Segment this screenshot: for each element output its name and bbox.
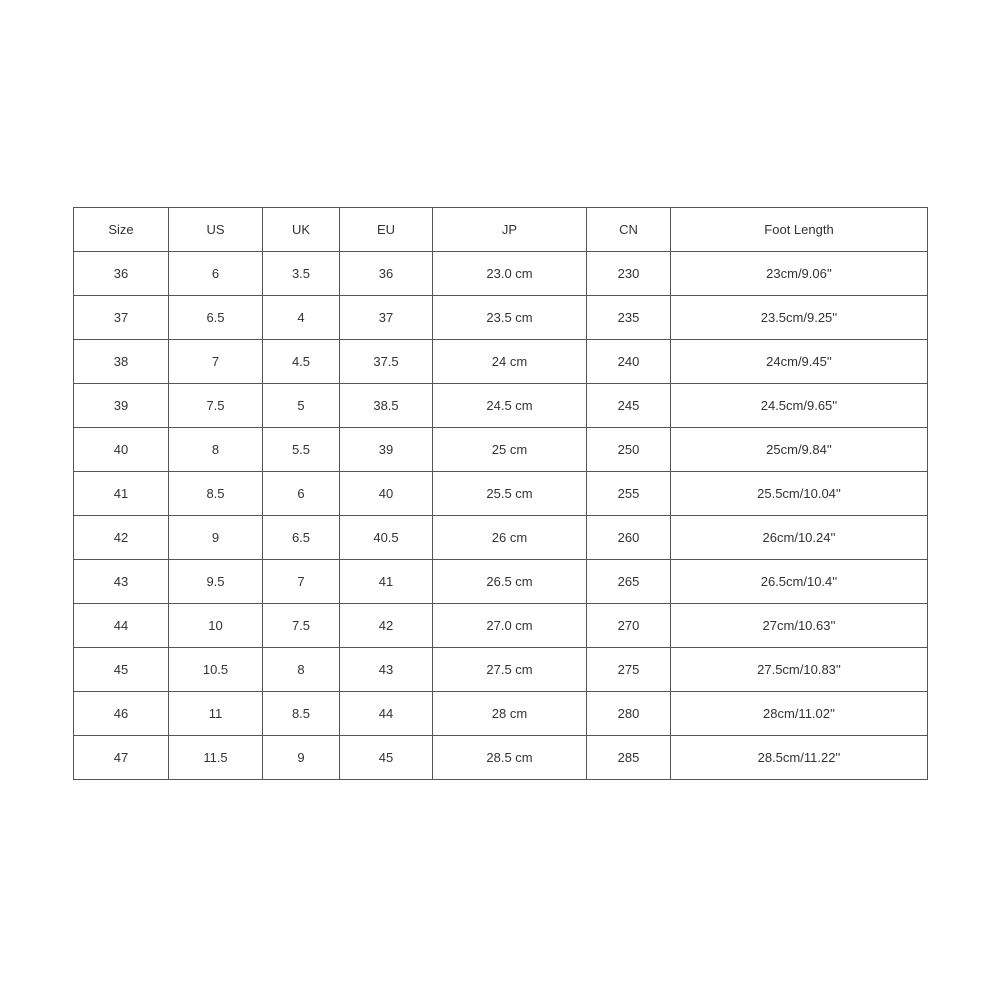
cell-uk: 4.5 — [263, 340, 340, 384]
table-row — [74, 472, 928, 516]
cell-jp: 25 cm — [433, 428, 587, 472]
cell-foot-length: 27cm/10.63'' — [671, 604, 928, 648]
cell-jp: 27.5 cm — [433, 648, 587, 692]
cell-foot-length: 25.5cm/10.04'' — [671, 472, 928, 516]
cell-size: 36 — [74, 252, 169, 296]
cell-jp: 25.5 cm — [433, 472, 587, 516]
cell-size: 40 — [74, 428, 169, 472]
cell-cn: 245 — [587, 384, 671, 428]
table-row — [74, 428, 928, 472]
cell-eu: 37 — [340, 296, 433, 340]
cell-size: 47 — [74, 736, 169, 780]
header-jp: JP — [433, 208, 587, 252]
cell-cn: 235 — [587, 296, 671, 340]
cell-cn: 240 — [587, 340, 671, 384]
header-size: Size — [74, 208, 169, 252]
cell-size: 38 — [74, 340, 169, 384]
cell-eu: 45 — [340, 736, 433, 780]
cell-size: 41 — [74, 472, 169, 516]
cell-jp: 26 cm — [433, 516, 587, 560]
cell-eu: 38.5 — [340, 384, 433, 428]
cell-foot-length: 23cm/9.06'' — [671, 252, 928, 296]
cell-jp: 23.0 cm — [433, 252, 587, 296]
cell-foot-length: 26.5cm/10.4'' — [671, 560, 928, 604]
cell-jp: 24 cm — [433, 340, 587, 384]
cell-uk: 6 — [263, 472, 340, 516]
cell-uk: 8.5 — [263, 692, 340, 736]
header-eu: EU — [340, 208, 433, 252]
cell-uk: 4 — [263, 296, 340, 340]
cell-uk: 7.5 — [263, 604, 340, 648]
cell-uk: 9 — [263, 736, 340, 780]
table-row — [74, 340, 928, 384]
cell-eu: 41 — [340, 560, 433, 604]
cell-us: 10 — [169, 604, 263, 648]
cell-size: 42 — [74, 516, 169, 560]
cell-foot-length: 28.5cm/11.22'' — [671, 736, 928, 780]
header-cn: CN — [587, 208, 671, 252]
table-row — [74, 516, 928, 560]
cell-foot-length: 28cm/11.02'' — [671, 692, 928, 736]
cell-eu: 37.5 — [340, 340, 433, 384]
cell-us: 11.5 — [169, 736, 263, 780]
cell-foot-length: 24.5cm/9.65'' — [671, 384, 928, 428]
cell-size: 39 — [74, 384, 169, 428]
cell-us: 8 — [169, 428, 263, 472]
cell-jp: 24.5 cm — [433, 384, 587, 428]
cell-foot-length: 25cm/9.84'' — [671, 428, 928, 472]
table-row — [74, 736, 928, 780]
cell-size: 43 — [74, 560, 169, 604]
cell-eu: 36 — [340, 252, 433, 296]
cell-eu: 42 — [340, 604, 433, 648]
cell-cn: 285 — [587, 736, 671, 780]
cell-jp: 28 cm — [433, 692, 587, 736]
cell-us: 10.5 — [169, 648, 263, 692]
size-chart-table — [73, 207, 928, 780]
cell-us: 8.5 — [169, 472, 263, 516]
cell-jp: 28.5 cm — [433, 736, 587, 780]
table-row — [74, 604, 928, 648]
cell-uk: 3.5 — [263, 252, 340, 296]
cell-eu: 40.5 — [340, 516, 433, 560]
cell-jp: 27.0 cm — [433, 604, 587, 648]
cell-cn: 230 — [587, 252, 671, 296]
header-foot-length: Foot Length — [671, 208, 928, 252]
cell-uk: 5 — [263, 384, 340, 428]
header-uk: UK — [263, 208, 340, 252]
table-row — [74, 252, 928, 296]
cell-us: 6 — [169, 252, 263, 296]
table-row — [74, 560, 928, 604]
table-row — [74, 692, 928, 736]
cell-uk: 5.5 — [263, 428, 340, 472]
cell-cn: 275 — [587, 648, 671, 692]
cell-eu: 39 — [340, 428, 433, 472]
cell-uk: 6.5 — [263, 516, 340, 560]
cell-foot-length: 24cm/9.45'' — [671, 340, 928, 384]
cell-jp: 26.5 cm — [433, 560, 587, 604]
header-us: US — [169, 208, 263, 252]
cell-us: 7 — [169, 340, 263, 384]
cell-cn: 255 — [587, 472, 671, 516]
cell-us: 7.5 — [169, 384, 263, 428]
cell-eu: 44 — [340, 692, 433, 736]
table-row — [74, 648, 928, 692]
cell-uk: 8 — [263, 648, 340, 692]
cell-cn: 280 — [587, 692, 671, 736]
cell-size: 46 — [74, 692, 169, 736]
cell-uk: 7 — [263, 560, 340, 604]
cell-foot-length: 26cm/10.24'' — [671, 516, 928, 560]
table-header-row — [74, 208, 928, 252]
cell-cn: 250 — [587, 428, 671, 472]
cell-size: 37 — [74, 296, 169, 340]
cell-us: 6.5 — [169, 296, 263, 340]
cell-us: 9.5 — [169, 560, 263, 604]
cell-eu: 43 — [340, 648, 433, 692]
cell-size: 45 — [74, 648, 169, 692]
cell-cn: 265 — [587, 560, 671, 604]
cell-us: 9 — [169, 516, 263, 560]
cell-us: 11 — [169, 692, 263, 736]
cell-size: 44 — [74, 604, 169, 648]
cell-cn: 260 — [587, 516, 671, 560]
cell-eu: 40 — [340, 472, 433, 516]
table-row — [74, 296, 928, 340]
table-row — [74, 384, 928, 428]
cell-foot-length: 27.5cm/10.83'' — [671, 648, 928, 692]
cell-jp: 23.5 cm — [433, 296, 587, 340]
cell-foot-length: 23.5cm/9.25'' — [671, 296, 928, 340]
cell-cn: 270 — [587, 604, 671, 648]
